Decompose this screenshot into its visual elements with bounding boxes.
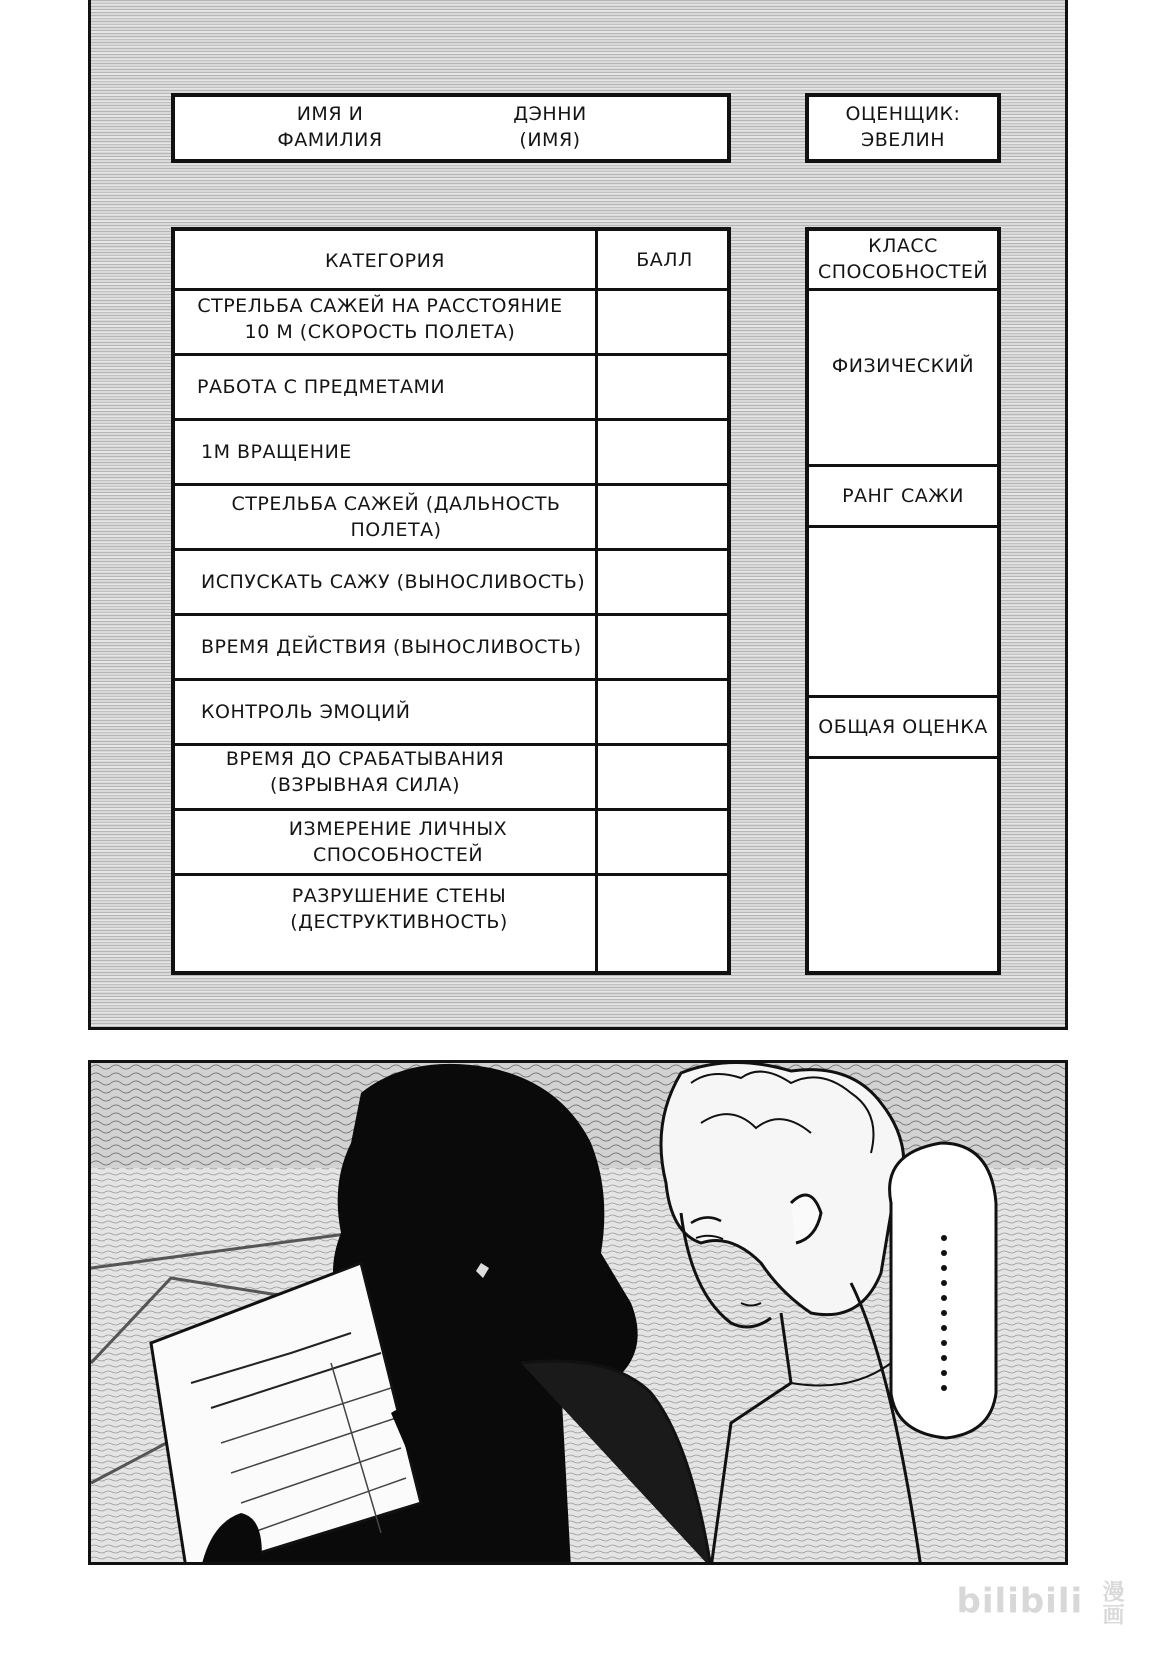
name-label-line1: ИМЯ И bbox=[296, 103, 364, 125]
name-label-line2: ФАМИЛИЯ bbox=[277, 129, 383, 151]
name-label bbox=[265, 101, 395, 153]
score-column-divider bbox=[595, 231, 598, 971]
table-row: ИЗМЕРЕНИЕ ЛИЧНЫХ СПОСОБНОСТЕЙ bbox=[288, 818, 508, 866]
watermark-text: bilibili bbox=[956, 1581, 1084, 1622]
name-box bbox=[171, 93, 731, 163]
manga-illustration bbox=[91, 1063, 1068, 1565]
name-value-line2: (ИМЯ) bbox=[519, 129, 581, 151]
evaluator-box bbox=[805, 93, 1001, 163]
ability-class-header: КЛАСС СПОСОБНОСТЕЙ bbox=[817, 235, 989, 283]
header-category: КАТЕГОРИЯ bbox=[324, 250, 445, 272]
speech-bubble bbox=[890, 1143, 996, 1438]
soot-rank-header: РАНГ САЖИ bbox=[842, 485, 964, 507]
name-value bbox=[485, 101, 615, 153]
evaluator-line2: ЭВЕЛИН bbox=[860, 129, 946, 151]
table-row: КОНТРОЛЬ ЭМОЦИЙ bbox=[201, 701, 411, 723]
table-row: СТРЕЛЬБА САЖЕЙ (ДАЛЬНОСТЬ ПОЛЕТА) bbox=[231, 493, 561, 541]
table-row: ВРЕМЯ ДЕЙСТВИЯ (ВЫНОСЛИВОСТЬ) bbox=[201, 636, 582, 658]
table-row: ИСПУСКАТЬ САЖУ (ВЫНОСЛИВОСТЬ) bbox=[201, 571, 586, 593]
table-row: РАЗРУШЕНИЕ СТЕНЫ (ДЕСТРУКТИВНОСТЬ) bbox=[290, 885, 508, 933]
header-score: БАЛЛ bbox=[636, 249, 693, 271]
name-value-line1: ДЭННИ bbox=[513, 103, 587, 125]
watermark bbox=[957, 1580, 1127, 1626]
table-row: СТРЕЛЬБА САЖЕЙ НА РАССТОЯНИЕ 10 М (СКОРОСТЬ ПОЛЕТА) bbox=[197, 295, 563, 343]
ability-class-value: ФИЗИЧЕСКИЙ bbox=[831, 355, 975, 377]
watermark-cjk: 漫画 bbox=[1099, 1580, 1124, 1626]
overall-rating-header: ОБЩАЯ ОЦЕНКА bbox=[818, 716, 988, 738]
form-panel bbox=[88, 0, 1068, 1030]
ability-table bbox=[805, 227, 1001, 975]
evaluator bbox=[809, 101, 997, 153]
table-row: 1М ВРАЩЕНИЕ bbox=[201, 441, 352, 463]
table-row: ВРЕМЯ ДО СРАБАТЫВАНИЯ (ВЗРЫВНАЯ СИЛА) bbox=[225, 748, 505, 796]
table-row: РАБОТА С ПРЕДМЕТАМИ bbox=[197, 376, 446, 398]
evaluator-line1: ОЦЕНЩИК: bbox=[845, 103, 961, 125]
illustration-panel bbox=[88, 1060, 1068, 1565]
category-table bbox=[171, 227, 731, 975]
